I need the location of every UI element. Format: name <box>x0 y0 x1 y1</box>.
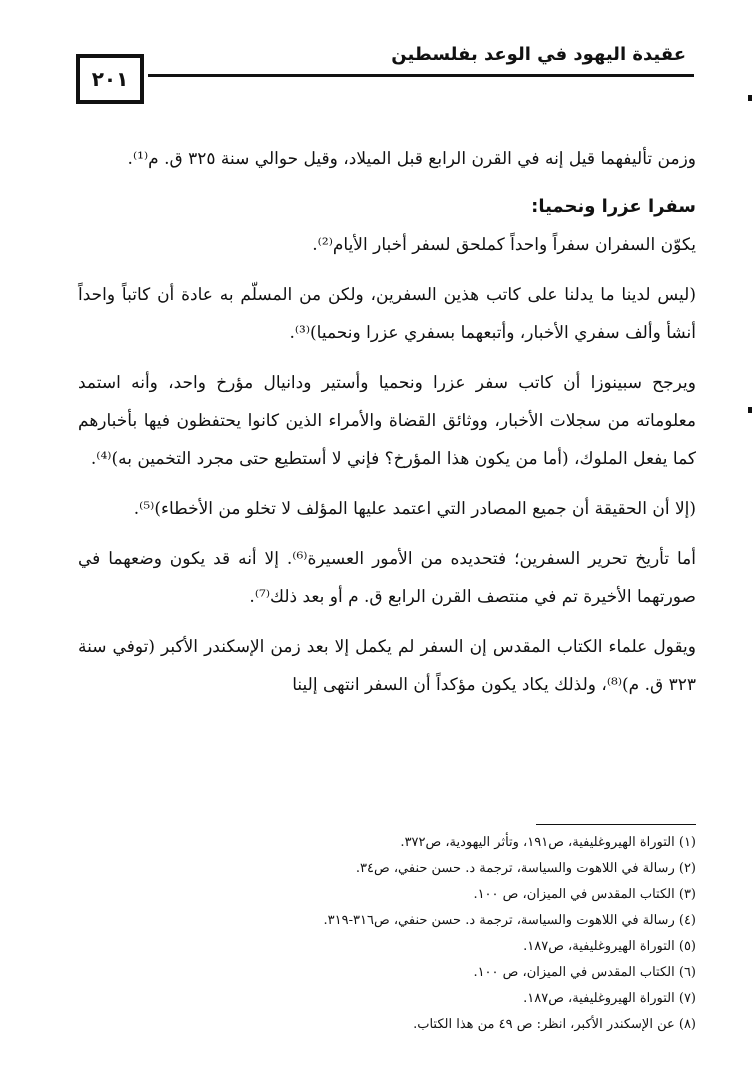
running-title: عقيدة اليهود في الوعد بفلسطين <box>391 44 686 65</box>
footnote-divider <box>536 824 696 825</box>
footnote-item: (٨) عن الإسكندر الأكبر، انظر: ص ٤٩ من هذا الكتاب. <box>413 1017 696 1032</box>
paragraph-2: يكوّن السفران سفراً واحداً كملحق لسفر أخبار الأيام⁽²⁾. <box>312 235 696 255</box>
footnote-item: (٣) الكتاب المقدس في الميزان، ص ١٠٠. <box>473 887 696 902</box>
body-text <box>78 140 696 704</box>
paragraph-3: (ليس لدينا ما يدلنا على كاتب هذين السفرين، ولكن من المسلّم به عادة أن كاتباً واحداً أنشأ وألف سفري الأخبار، وأتبعهما بسفري عزرا ونحميا)⁽³⁾. <box>78 285 696 343</box>
edge-mark <box>748 407 752 413</box>
paragraph-5: (إلا أن الحقيقة أن جميع المصادر التي اعتمد عليها المؤلف لا تخلو من الأخطاء)⁽⁵⁾. <box>133 499 696 519</box>
paragraph-4: ويرجح سبينوزا أن كاتب سفر عزرا ونحميا وأستير ودانيال مؤرخ واحد، وأنه استمد معلوماته من سجلات الأخبار، ووثائق القضاة والأمراء الذين كانوا يحتفظون فيها بأخبارهم كما يفعل الملوك، (أما من يكون هذا المؤرخ؟ فإني لا أستطيع حتى مجرد التخمين به)⁽⁴⁾. <box>78 373 696 469</box>
section-heading: سفرا عزرا ونحميا: <box>531 196 696 217</box>
footnote-item: (٦) الكتاب المقدس في الميزان، ص ١٠٠. <box>473 965 696 980</box>
page-number-box <box>76 54 144 104</box>
page-header <box>76 40 694 110</box>
paragraph-6: أما تأريخ تحرير السفرين؛ فتحديده من الأمور العسيرة⁽⁶⁾. إلا أنه قد يكون وضعهما في صورتهما الأخيرة تم في منتصف القرن الرابع ق. م أو بعد ذلك⁽⁷⁾. <box>78 549 696 607</box>
page-number: ٢٠١ <box>91 67 129 91</box>
footnote-item: (١) التوراة الهيروغليفية، ص١٩١، وتأثر اليهودية، ص٣٧٢. <box>400 835 696 850</box>
footnote-item: (٧) التوراة الهيروغليفية، ص١٨٧. <box>523 991 696 1006</box>
footnote-item: (٥) التوراة الهيروغليفية، ص١٨٧. <box>523 939 696 954</box>
header-rule <box>148 74 694 77</box>
paragraph-1: وزمن تأليفهما قيل إنه في القرن الرابع قبل الميلاد، وقيل حوالي سنة ٣٢٥ ق. م⁽¹⁾. <box>127 149 696 169</box>
edge-mark <box>748 95 752 101</box>
paragraph-7: ويقول علماء الكتاب المقدس إن السفر لم يكمل إلا بعد زمن الإسكندر الأكبر (توفي سنة ٣٢٣ ق. م)⁽⁸⁾، ولذلك يكاد يكون مؤكداً أن السفر انتهى إلينا <box>78 637 696 695</box>
footnotes-list <box>78 830 696 1038</box>
footnote-item: (٤) رسالة في اللاهوت والسياسة، ترجمة د. حسن حنفي، ص٣١٦-٣١٩. <box>323 913 696 928</box>
footnote-item: (٢) رسالة في اللاهوت والسياسة، ترجمة د. حسن حنفي، ص٣٤. <box>355 861 696 876</box>
